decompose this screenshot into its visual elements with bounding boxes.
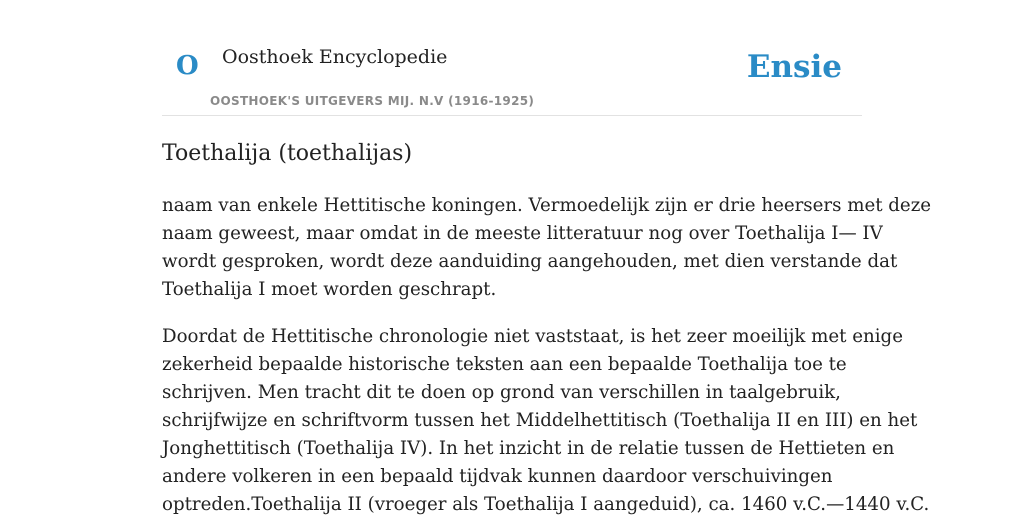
entry-paragraph-2 bbox=[162, 323, 930, 519]
paragraph-line: Toethalija I moet worden geschrapt. bbox=[162, 279, 497, 300]
page-container bbox=[162, 0, 932, 515]
entry-paragraph-1 bbox=[162, 192, 932, 304]
publisher-label: OOSTHOEK'S UITGEVERS MIJ. N.V (1916-1925) bbox=[210, 94, 535, 108]
paragraph-line: schrijfwijze en schriftvorm tussen het Middelhettitisch (Toethalija II en III) en het bbox=[162, 410, 918, 431]
paragraph-line: Jonghettitisch (Toethalija IV). In het inzicht in de relatie tussen de Hettieten en bbox=[162, 438, 895, 459]
paragraph-line: schrijven. Men tracht dit te doen op grond van verschillen in taalgebruik, bbox=[162, 382, 841, 403]
paragraph-line: naam geweest, maar omdat in de meeste litteratuur nog over Toethalija I— IV bbox=[162, 223, 883, 244]
paragraph-line: naam van enkele Hettitische koningen. Vermoedelijk zijn er drie heersers met deze bbox=[162, 195, 932, 216]
header bbox=[162, 0, 862, 116]
book-title-link[interactable]: Oosthoek Encyclopedie bbox=[222, 46, 448, 68]
paragraph-line: zekerheid bepaalde historische teksten aan een bepaalde Toethalija toe te bbox=[162, 354, 847, 375]
oosthoek-logo[interactable]: O bbox=[176, 51, 199, 81]
paragraph-line: optreden.Toethalija II (vroeger als Toethalija I aangeduid), ca. 1460 v.C.—1440 v.C. bbox=[162, 494, 930, 515]
paragraph-line: Doordat de Hettitische chronologie niet vaststaat, is het zeer moeilijk met enige bbox=[162, 326, 903, 347]
paragraph-line: wordt gesproken, wordt deze aanduiding aangehouden, met dien verstande dat bbox=[162, 251, 898, 272]
paragraph-line: andere volkeren in een bepaald tijdvak kunnen daardoor verschuivingen bbox=[162, 466, 833, 487]
ensie-logo-link[interactable]: Ensie bbox=[746, 49, 842, 85]
entry-title: Toethalija (toethalijas) bbox=[162, 141, 413, 166]
